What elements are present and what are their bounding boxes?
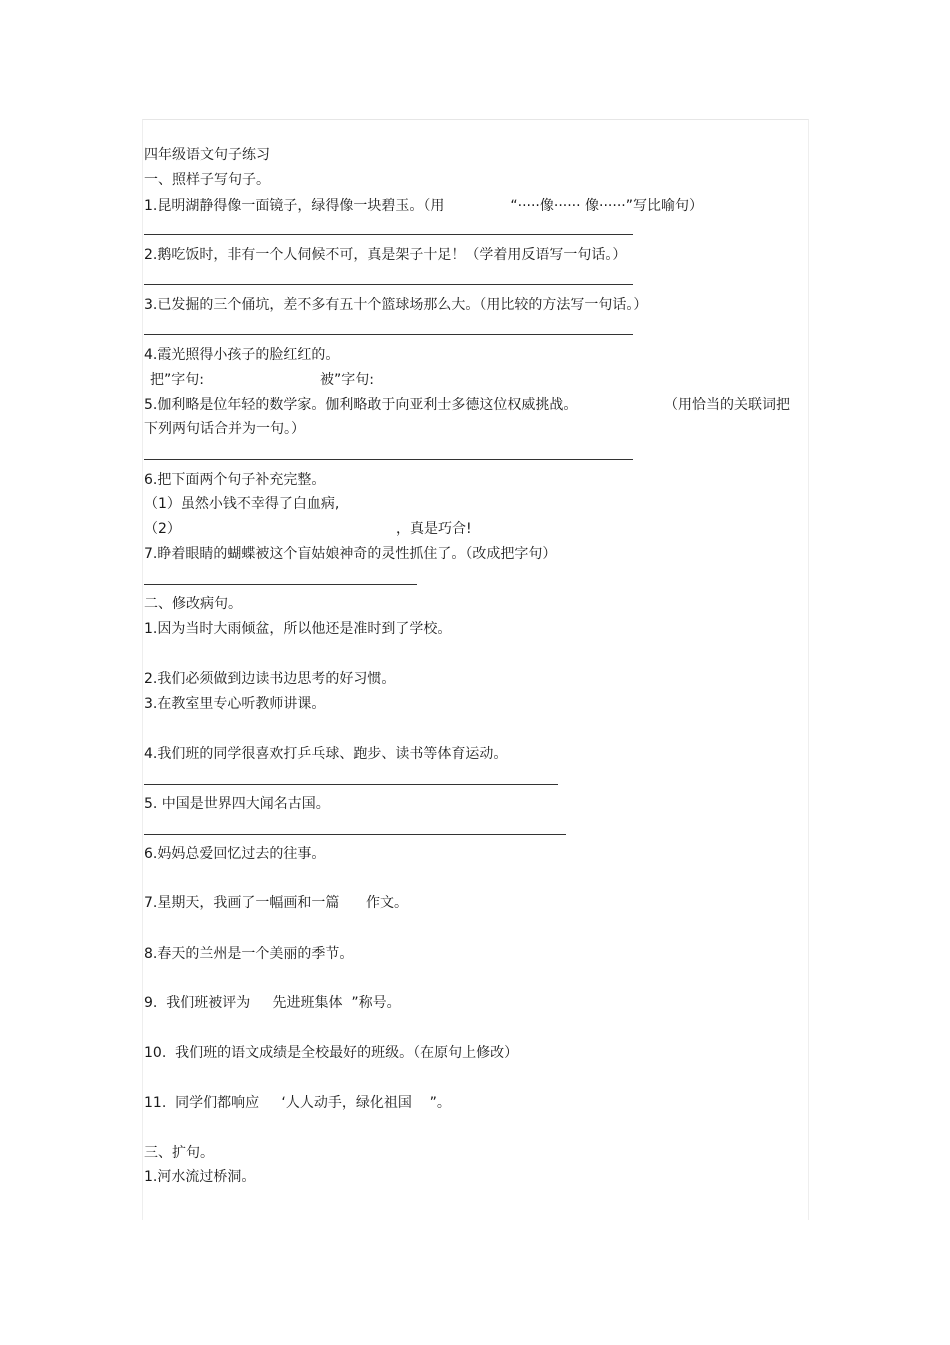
sentence-item: 3.在教室里专心听教师讲课。 [144, 696, 326, 712]
question-4-ba-sentence: 把”字句: [150, 372, 204, 388]
question-5-instruction: （用恰当的关联词把 [664, 397, 790, 413]
answer-line [144, 584, 417, 585]
question-2: 2.鹅吃饭时，非有一个人伺候不可，真是架子十足！（学着用反语写一句话。） [144, 247, 627, 263]
question-5-continued: 下列两句话合并为一句。） [144, 421, 305, 437]
question-1 [144, 196, 703, 216]
section-heading-3: 三、扩句。 [144, 1145, 214, 1161]
answer-line [144, 784, 558, 785]
sentence-item: 2.我们必须做到边读书边思考的好习惯。 [144, 671, 396, 687]
section-heading-2: 二、修改病句。 [144, 596, 242, 612]
answer-line [144, 459, 633, 460]
question-6: 6.把下面两个句子补充完整。 [144, 472, 326, 488]
question-1-instruction: “·····像······ 像······”写比喻句） [510, 198, 703, 214]
answer-line [144, 234, 633, 235]
question-1-text: 1.昆明湖静得像一面镜子，绿得像一块碧玉。（用 [144, 198, 445, 214]
sentence-item: 5. 中国是世界四大闻名古国。 [144, 796, 330, 812]
sentence-item: 4.我们班的同学很喜欢打乒乓球、跑步、读书等体育运动。 [144, 746, 508, 762]
question-6-part-2-end: ，真是巧合! [396, 521, 472, 537]
question-6-part-2: （2） [144, 521, 181, 537]
sentence-item: 7.星期天，我画了一幅画和一篇 作文。 [144, 895, 409, 911]
question-4-bei-sentence: 被”字句: [320, 372, 374, 388]
sentence-item: 10. 我们班的语文成绩是全校最好的班级。（在原句上修改） [144, 1045, 519, 1061]
question-6-part-1: （1）虽然小钱不幸得了白血病, [144, 496, 340, 512]
question-5: 5.伽利略是位年轻的数学家。伽利略敢于向亚利士多德这位权威挑战。 [144, 397, 578, 413]
answer-line [144, 334, 633, 335]
answer-line [144, 834, 566, 835]
sentence-item: 9. 我们班被评为 先进班集体 ”称号。 [144, 995, 401, 1011]
section-heading-1: 一、照样子写句子。 [144, 172, 270, 188]
answer-line [144, 284, 633, 285]
sentence-item: 11. 同学们都响应 ‘人人动手，绿化祖国 ”。 [144, 1095, 451, 1111]
document-title: 四年级语文句子练习 [144, 147, 270, 163]
sentence-item: 1.河水流过桥洞。 [144, 1169, 256, 1185]
question-7: 7.睁着眼睛的蝴蝶被这个盲姑娘神奇的灵性抓住了。（改成把字句） [144, 546, 557, 562]
question-4: 4.霞光照得小孩子的脸红红的。 [144, 347, 340, 363]
question-3: 3.已发掘的三个俑坑，差不多有五十个篮球场那么大。（用比较的方法写一句话。） [144, 297, 648, 313]
sentence-item: 6.妈妈总爱回忆过去的往事。 [144, 846, 326, 862]
sentence-item: 1.因为当时大雨倾盆，所以他还是准时到了学校。 [144, 621, 452, 637]
sentence-item: 8.春天的兰州是一个美丽的季节。 [144, 946, 354, 962]
